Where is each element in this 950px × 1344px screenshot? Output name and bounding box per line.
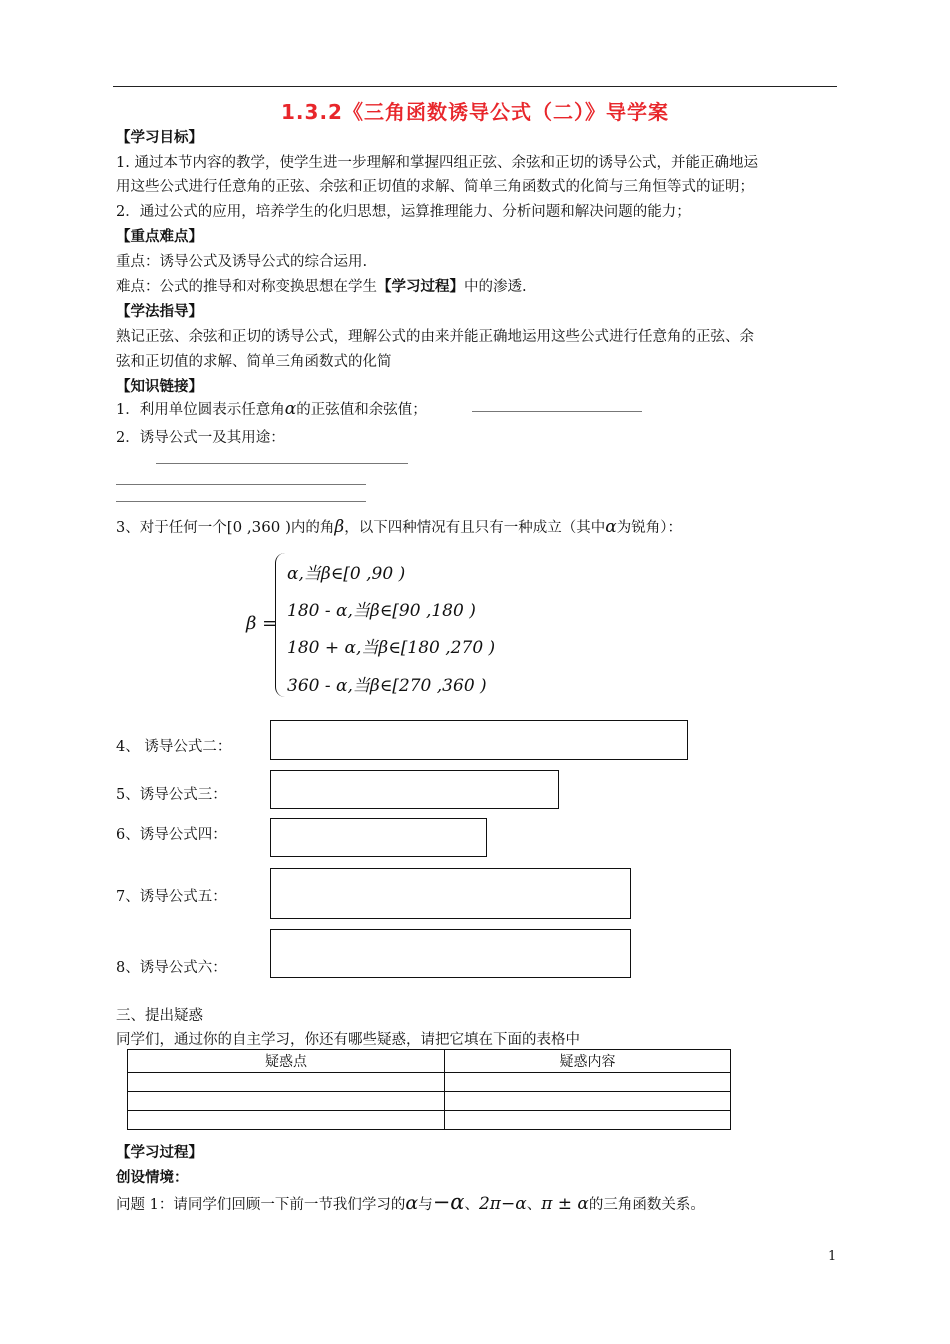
table-cell[interactable] <box>445 1092 731 1111</box>
key-point: 重点：诱导公式及诱导公式的综合运用. <box>116 254 368 270</box>
q1-alpha: α <box>405 1192 419 1214</box>
difficulty-bold: 【学习过程】 <box>377 279 464 295</box>
doubt-text: 同学们，通过你的自主学习，你还有哪些疑惑，请把它填在下面的表格中 <box>116 1032 580 1048</box>
table-cell[interactable] <box>445 1111 731 1130</box>
difficulty <box>116 275 527 296</box>
difficulty-pre: 难点：公式的推导和对称变换思想在学生 <box>116 279 377 295</box>
doubt-heading: 三、提出疑惑 <box>116 1008 203 1024</box>
method-line-b: 弦和正切值的求解、简单三角函数式的化简 <box>116 354 392 370</box>
formula-2-label: 4、 诱导公式二： <box>116 739 232 755</box>
item-3-mid: 内的角 <box>290 520 335 536</box>
beta-equals: β = <box>246 613 278 634</box>
page-number: 1 <box>828 1249 837 1264</box>
link-1-pre: 1．利用单位圆表示任意角 <box>116 402 285 418</box>
question-1 <box>116 1190 705 1214</box>
table-row <box>128 1092 731 1111</box>
q1-neg-alpha: −α <box>432 1190 465 1214</box>
item-3-end: 为锐角）： <box>616 520 682 536</box>
table-row <box>128 1111 731 1130</box>
formula-4-label: 6、诱导公式四： <box>116 827 227 843</box>
doubt-table <box>127 1049 731 1130</box>
formula-5-label: 7、诱导公式五： <box>116 889 227 905</box>
alpha-symbol: α <box>284 399 297 419</box>
table-header-content: 疑惑内容 <box>445 1050 731 1073</box>
table-cell[interactable] <box>128 1073 445 1092</box>
goal-1-line-a: 1. 通过本节内容的教学，使学生进一步理解和掌握四组正弦、余弦和正切的诱导公式，并能正确地运 <box>116 155 758 171</box>
q1-pi-pm-alpha: π ± α <box>541 1194 589 1214</box>
link-heading: 【知识链接】 <box>116 379 203 395</box>
link-2: 2．诱导公式一及其用途： <box>116 430 285 446</box>
link-1 <box>116 398 427 419</box>
goal-1-line-b: 用这些公式进行任意角的正弦、余弦和正切值的求解、简单三角函数式的化简与三角恒等式的证明； <box>116 179 754 195</box>
case-1: α,当β∈[0 ,90 ) <box>287 564 406 584</box>
scene-heading: 创设情境： <box>116 1170 189 1186</box>
formula-2-box[interactable] <box>270 720 688 760</box>
method-heading: 【学法指导】 <box>116 304 203 320</box>
formula-5-box[interactable] <box>270 868 631 919</box>
link-1-post: 的正弦值和余弦值； <box>296 402 427 418</box>
item-3 <box>116 512 682 543</box>
table-cell[interactable] <box>128 1111 445 1130</box>
q1-with: 与 <box>418 1197 433 1213</box>
method-line-a: 熟记正弦、余弦和正切的诱导公式，理解公式的由来并能正确地运用这些公式进行任意角的正弦、余 <box>116 329 754 345</box>
item-3-pre: 3、对于任何一个 <box>116 520 227 536</box>
case-4: 360 - α,当β∈[270 ,360 ) <box>287 676 487 696</box>
table-cell[interactable] <box>445 1073 731 1092</box>
q1-sep-1: 、 <box>464 1197 479 1213</box>
top-rule <box>113 86 837 87</box>
item-3-interval: [0 ,360 ) <box>226 518 291 536</box>
formula-6-label: 8、诱导公式六： <box>116 960 227 976</box>
fill-blank-2[interactable] <box>156 463 408 464</box>
key-heading: 【重点难点】 <box>116 229 203 245</box>
formula-4-box[interactable] <box>270 818 487 857</box>
table-header-point: 疑惑点 <box>128 1050 445 1073</box>
question-1-post: 的三角函数关系。 <box>588 1197 705 1213</box>
alpha-symbol-2: α <box>605 517 617 537</box>
table-cell[interactable] <box>128 1092 445 1111</box>
difficulty-post: 中的渗透. <box>464 279 527 295</box>
goal-2: 2．通过公式的应用，培养学生的化归思想，运算推理能力、分析问题和解决问题的能力； <box>116 204 691 220</box>
fill-blank-3[interactable] <box>116 484 366 485</box>
fill-blank-4[interactable] <box>116 501 366 502</box>
item-3-post: ，以下四种情况有且只有一种成立（其中 <box>344 520 606 536</box>
page-title: 1.3.2《三角函数诱导公式（二）》导学案 <box>281 100 669 124</box>
table-header-row <box>128 1050 731 1073</box>
q1-sep-2: 、 <box>526 1197 542 1213</box>
goals-heading: 【学习目标】 <box>116 130 203 146</box>
formula-6-box[interactable] <box>270 929 631 978</box>
question-1-pre: 问题 1：请同学们回顾一下前一节我们学习的 <box>116 1197 406 1213</box>
table-row <box>128 1073 731 1092</box>
fill-blank-1[interactable] <box>472 411 642 412</box>
formula-3-label: 5、诱导公式三： <box>116 787 227 803</box>
piecewise-brace <box>275 553 286 697</box>
beta-symbol: β <box>334 517 345 537</box>
q1-two-pi-minus-alpha: 2π−α <box>478 1194 527 1214</box>
case-2: 180 - α,当β∈[90 ,180 ) <box>287 601 476 621</box>
process-heading: 【学习过程】 <box>116 1145 203 1161</box>
formula-3-box[interactable] <box>270 770 559 809</box>
case-3: 180 + α,当β∈[180 ,270 ) <box>287 638 496 658</box>
